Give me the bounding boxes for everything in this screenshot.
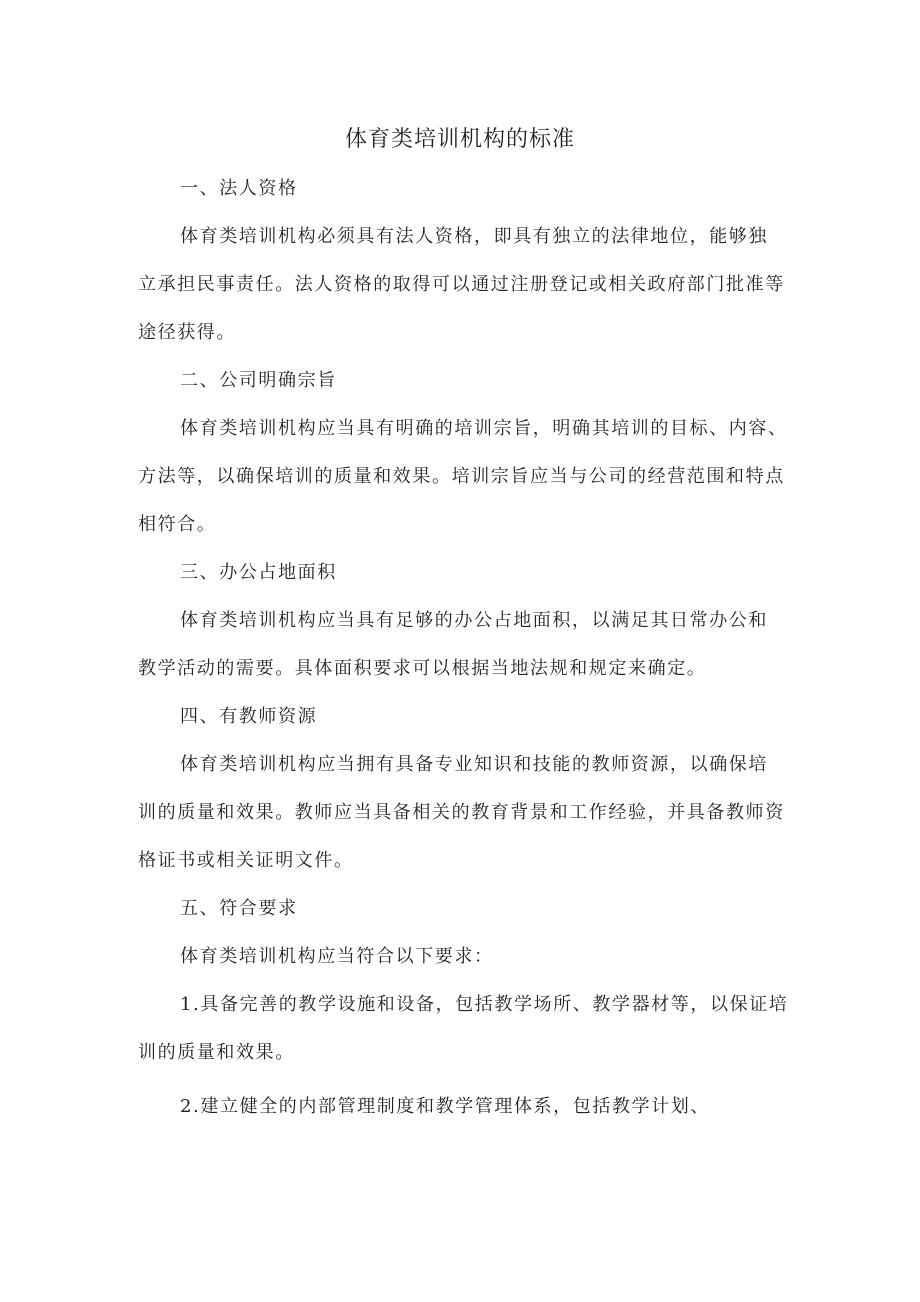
paragraph-line: 体育类培训机构应当符合以下要求： — [180, 946, 494, 967]
paragraph-line: 立承担民事责任。法人资格的取得可以通过注册登记或相关政府部门批准等 — [138, 274, 785, 295]
paragraph-line: 方法等，以确保培训的质量和效果。培训宗旨应当与公司的经营范围和特点 — [138, 466, 785, 487]
section-heading: 二、公司明确宗旨 — [180, 370, 337, 391]
paragraph-line: 教学活动的需要。具体面积要求可以根据当地法规和规定来确定。 — [138, 658, 707, 679]
section-heading: 一、法人资格 — [180, 178, 298, 199]
paragraph-line: 途径获得。 — [138, 322, 236, 343]
paragraph-line: 体育类培训机构应当拥有具备专业知识和技能的教师资源，以确保培 — [180, 754, 768, 775]
list-item-line: 1.具备完善的教学设施和设备，包括教学场所、教学器材等，以保证培 — [180, 994, 789, 1015]
paragraph-line: 训的质量和效果。教师应当具备相关的教育背景和工作经验，并具备教师资 — [138, 802, 785, 823]
paragraph-line: 格证书或相关证明文件。 — [138, 850, 354, 871]
section-heading: 四、有教师资源 — [180, 706, 318, 727]
list-item-line: 2.建立健全的内部管理制度和教学管理体系，包括教学计划、 — [180, 1096, 710, 1117]
paragraph-line: 体育类培训机构应当具有足够的办公占地面积，以满足其日常办公和 — [180, 610, 768, 631]
section-heading: 三、办公占地面积 — [180, 562, 337, 583]
paragraph-line: 体育类培训机构应当具有明确的培训宗旨，明确其培训的目标、内容、 — [180, 418, 788, 439]
list-item-line: 训的质量和效果。 — [138, 1042, 295, 1063]
section-heading: 五、符合要求 — [180, 898, 298, 919]
document-title: 体育类培训机构的标准 — [344, 127, 575, 152]
paragraph-line: 相符合。 — [138, 514, 217, 535]
paragraph-line: 体育类培训机构必须具有法人资格，即具有独立的法律地位，能够独 — [180, 226, 768, 247]
